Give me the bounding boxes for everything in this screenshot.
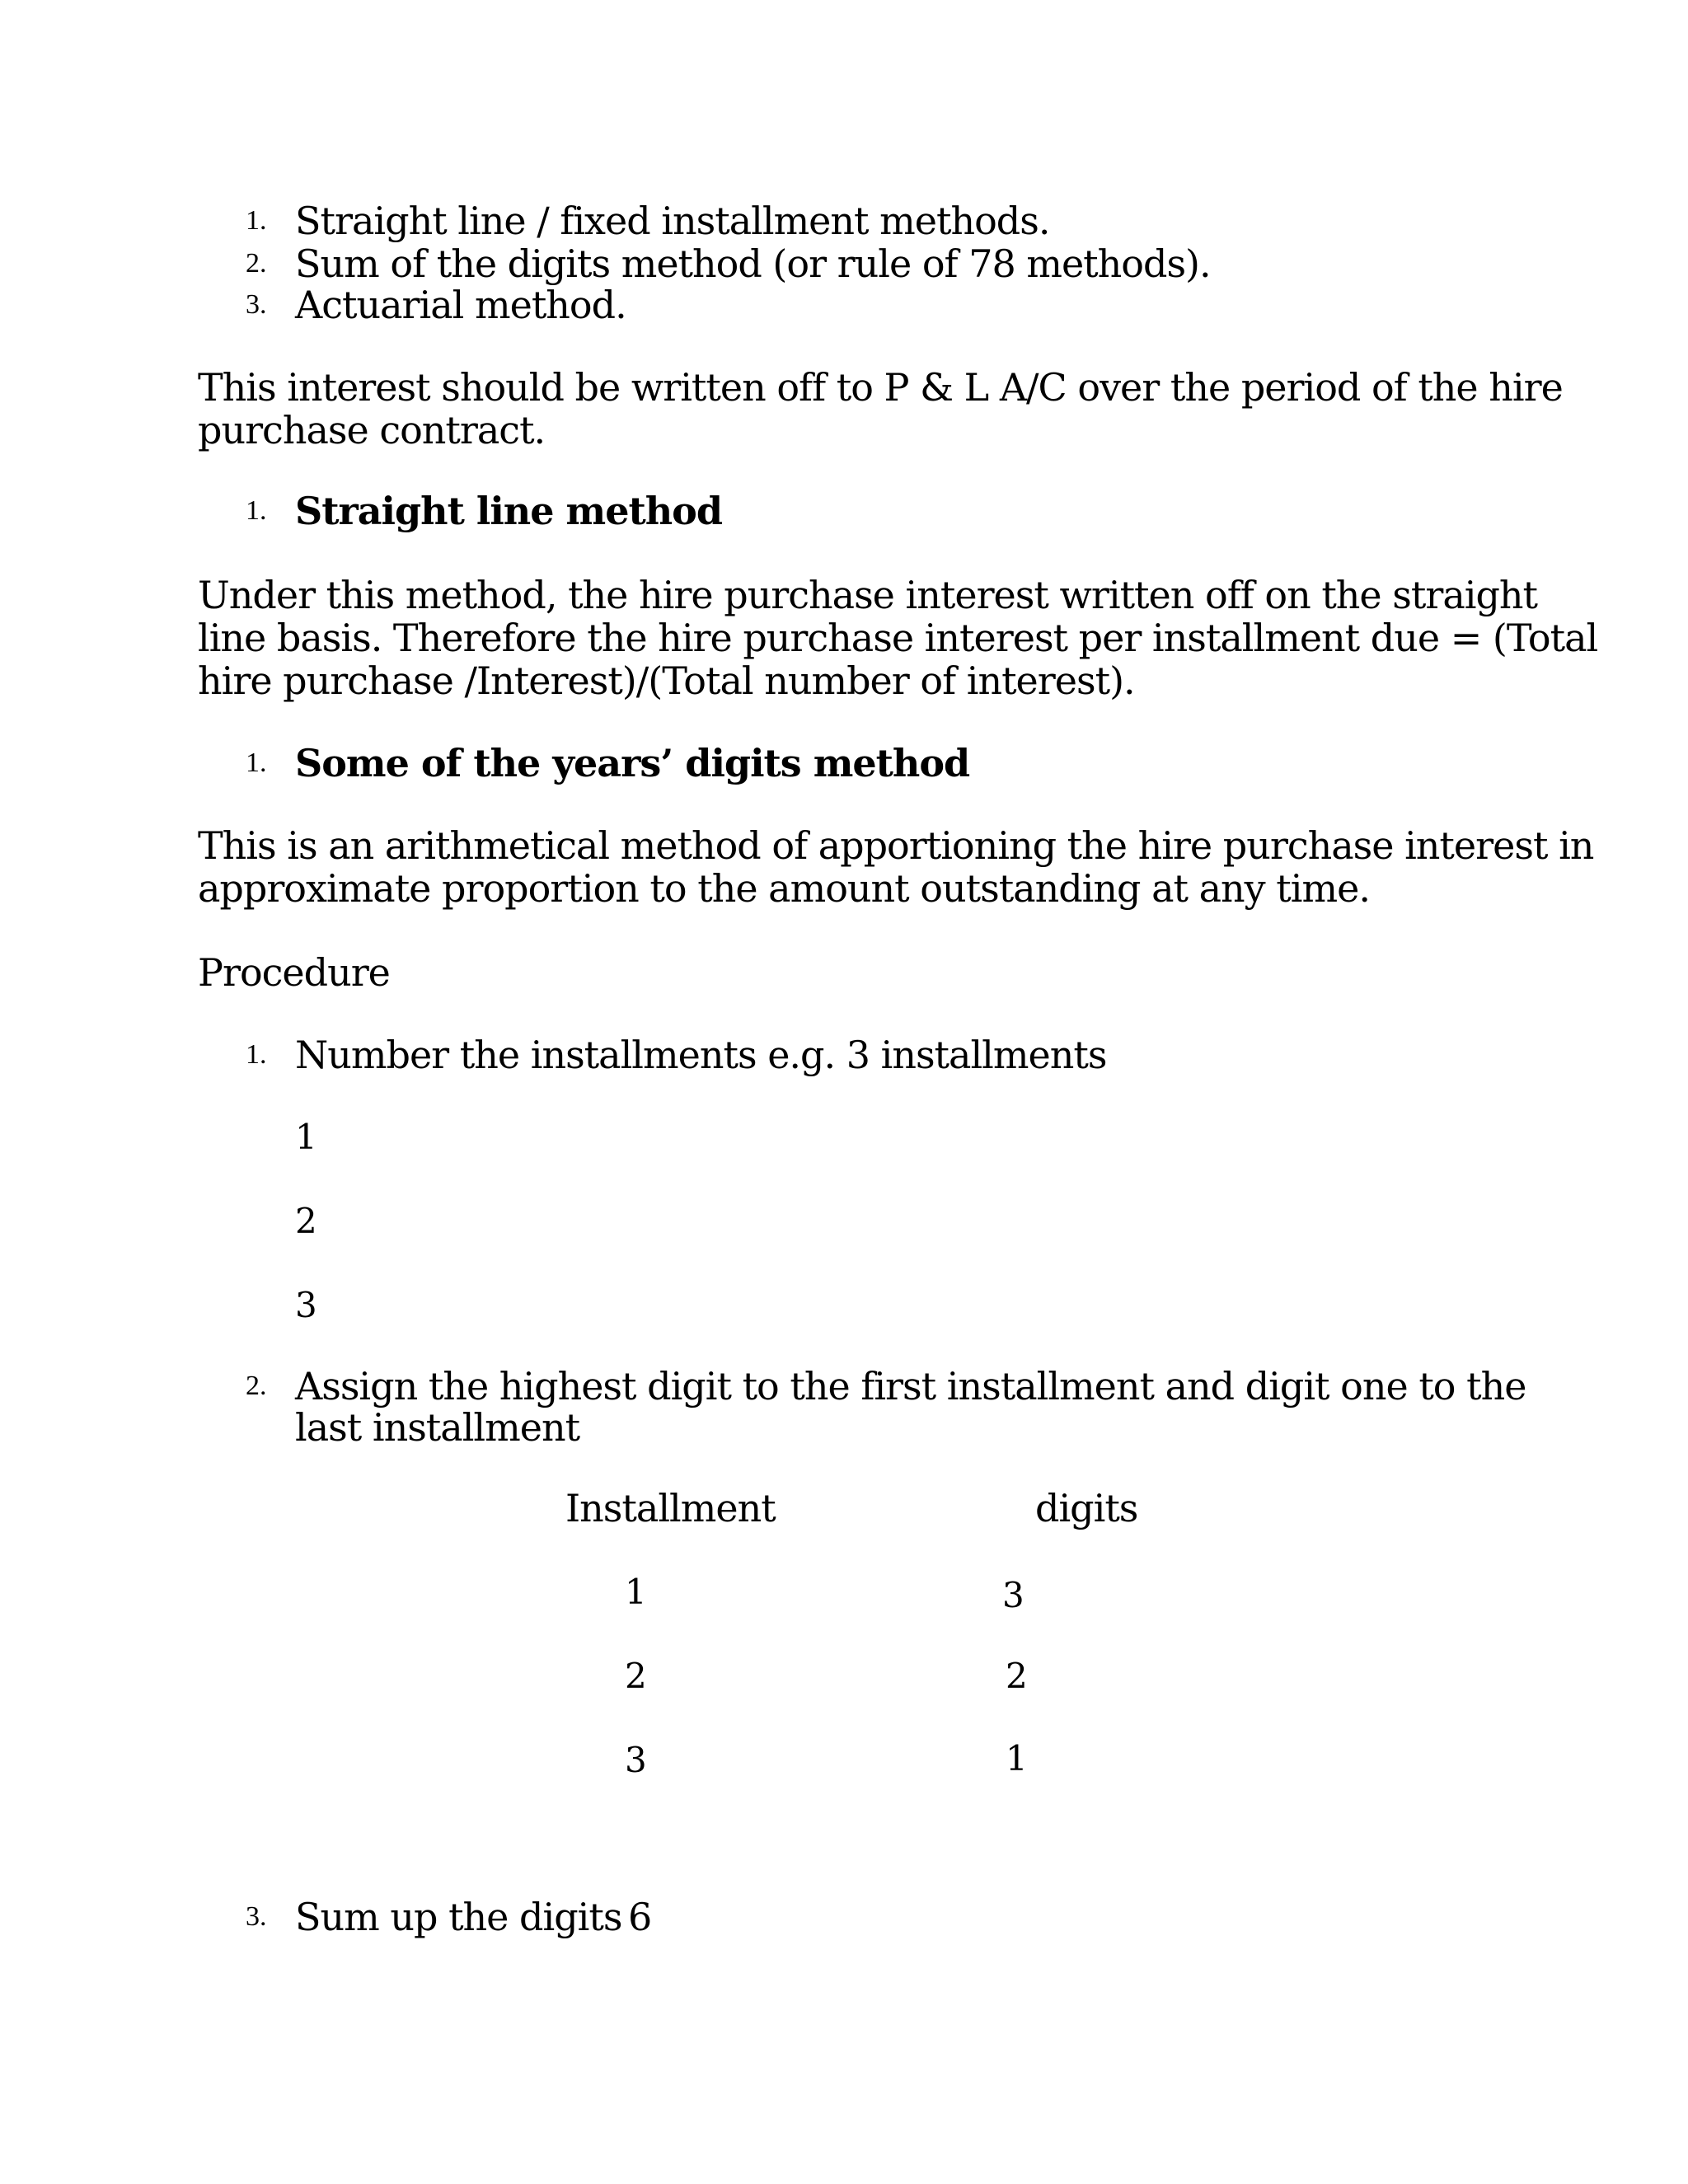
methods-list-number-2: 2. [246,248,267,279]
table-cell-installment-3: 3 [625,1740,647,1780]
table-header-digits: digits [1035,1486,1138,1530]
methods-list-number-1: 1. [246,205,267,236]
procedure-label: Procedure [198,950,390,995]
sum-of-digits-paragraph-line-2: approximate proportion to the amount outstanding at any time. [198,866,1370,911]
straight-line-paragraph-line-1: Under this method, the hire purchase interest written off on the straight [198,573,1538,617]
table-cell-digit-2: 2 [1006,1656,1028,1696]
methods-list-item-2: Sum of the digits method (or rule of 78 methods). [295,241,1211,286]
section-straight-line-heading: Straight line method [295,489,723,533]
table-cell-digit-1: 3 [1002,1575,1025,1615]
step-1-installment-number-3: 3 [295,1285,317,1325]
straight-line-paragraph-line-2: line basis. Therefore the hire purchase interest per installment due = (Total [198,616,1598,660]
table-header-installment: Installment [565,1486,776,1530]
methods-list-item-3: Actuarial method. [295,283,626,327]
step-2-number: 2. [246,1371,267,1401]
section-sum-of-digits-number: 1. [246,748,267,778]
step-1-text: Number the installments e.g. 3 installments [295,1033,1107,1077]
straight-line-paragraph-line-3: hire purchase /Interest)/(Total number of interest). [198,658,1135,703]
sum-of-digits-paragraph-line-1: This is an arithmetical method of apportioning the hire purchase interest in [198,823,1594,868]
step-1-installment-number-2: 2 [295,1201,317,1241]
methods-list-number-3: 3. [246,289,267,320]
table-cell-installment-2: 2 [625,1656,647,1696]
section-straight-line-number: 1. [246,495,267,526]
section-sum-of-digits-heading: Some of the years’ digits method [295,741,970,785]
interest-paragraph-line-1: This interest should be written off to P & L A/C over the period of the hire [198,365,1563,410]
step-2-line-1: Assign the highest digit to the first installment and digit one to the [295,1364,1526,1408]
step-3-sum-value: 6 [628,1895,652,1939]
step-2-line-2: last installment [295,1405,580,1450]
table-cell-installment-1: 1 [625,1572,647,1612]
table-cell-digit-3: 1 [1006,1738,1028,1779]
step-1-installment-number-1: 1 [295,1117,317,1157]
methods-list-item-1: Straight line / fixed installment methods. [295,199,1050,243]
step-1-number: 1. [246,1039,267,1070]
step-3-text: Sum up the digits [295,1895,622,1939]
step-3-number: 3. [246,1901,267,1932]
interest-paragraph-line-2: purchase contract. [198,408,546,452]
